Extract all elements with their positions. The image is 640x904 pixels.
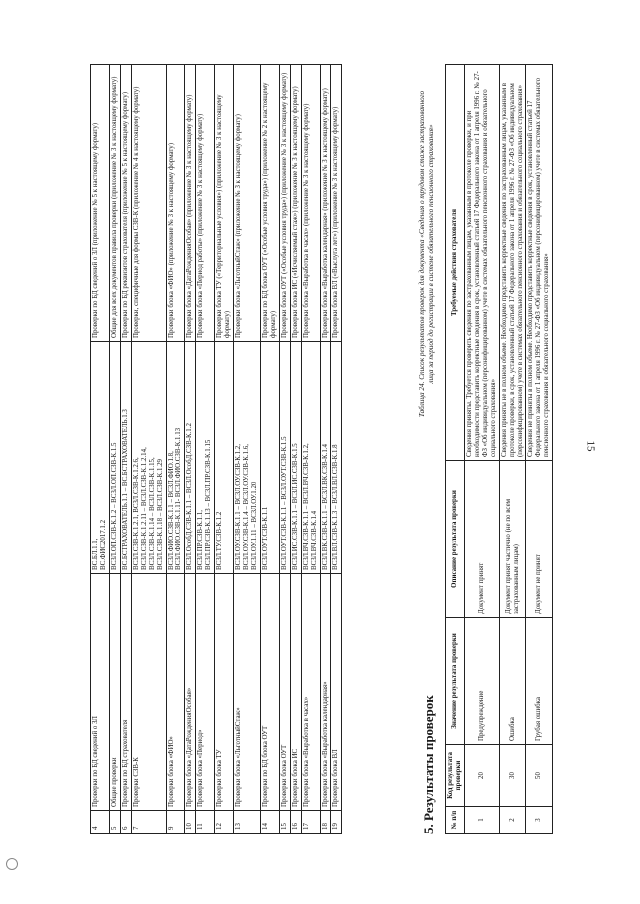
row-number: 12: [215, 811, 234, 834]
check-code-line: ВСЗЛ.ОУ.СЗВ-К.1.1 – ВСЗЛ.ОУ.СЗВ-К.1.2,: [235, 444, 243, 570]
table-row: [526, 65, 553, 834]
row-number: 14: [260, 811, 279, 834]
row-number: 11: [196, 811, 215, 834]
check-code-line: ВСЗЛ.ФИО.СЗВ-К.1.11- ВСЗЛ.ФИО.СЗВ-К.1.13: [175, 427, 183, 570]
check-description: Проверки блока ИС («Исчисляемый стаж») (приложение № 3 к настоящему формату): [290, 65, 301, 342]
check-name: Проверки по БД сведений о ЗЛ: [91, 574, 110, 811]
check-description: Проверки блока ТУ («Территориальные условия») (приложение № 3 к настоящему формату): [215, 65, 234, 342]
check-code-line: ВСЗЛ.ФИО.СЗВ-К.1.1 – ВСЗЛ.ФИО.1.8,: [167, 451, 175, 570]
check-code-line: ВС.ФИС2017.1.2: [99, 519, 107, 570]
table-row: [331, 65, 342, 834]
header-number: № п/п: [446, 807, 465, 834]
table-row: [290, 65, 301, 834]
row-number: 9: [166, 811, 185, 834]
check-codes: [120, 342, 131, 574]
table-row: [499, 65, 526, 834]
result-value: Грубая ошибка: [526, 618, 553, 745]
check-codes: [166, 342, 185, 574]
section-title: 5. Результаты проверок: [421, 695, 436, 834]
check-name: Проверки блока «Период»: [196, 574, 215, 811]
caption-line-1: Таблица 24. Список результатов проверок для документа «Сведения о трудовом стаже застрахованного: [418, 90, 426, 418]
check-code-line: ВСЗЛ.ОсобД.СЗВ-К.1.1 – ВСЗЛ.ОсобД.СЗВ-К.1.2: [186, 423, 194, 570]
check-description: Проверки блока «Период работы» (приложение № 3 к настоящему формату): [196, 65, 215, 342]
check-description: Проверки, специфичные для формы СЗВ-К (приложение № 4 к настоящему формату): [131, 65, 166, 342]
caption-line-2: лица за период до регистрации в системе обязательного пенсионного страхования»: [426, 124, 435, 384]
check-name: Проверки по БД страхователя: [120, 574, 131, 811]
check-codes: [320, 342, 331, 574]
checks-table-body: [91, 65, 342, 834]
header-action: Требуемые действия страхователя: [446, 65, 465, 461]
result-action: Сведения не приняты в полном объеме. Необходимо представить корректные сведения в срок, установленный статьей 17 Федерального закона от 1 апреля 1996 г. № 27-ФЗ «Об индивидуальном (персонифицированном) учете в системах обязательного пенсионного страхования и обязательного социального страхования»: [526, 65, 553, 461]
table-row: [166, 65, 185, 834]
check-name: Проверки блока «ДатаРожденияОсобая»: [185, 574, 196, 811]
result-action: Сведения приняты не в полном объеме. Необходимо представить корректные сведения по застрахованным лицам, указанным в протоколе проверки, в срок, установленный статьей 17 Федерального закона от 1 апреля 1996 г. № 27-ФЗ «Об индивидуальном (персонифицированном) учете в системах обязательного пенсионного страхования и обязательного социального страхования»: [499, 65, 526, 461]
row-number: 16: [290, 811, 301, 834]
check-name: Проверки блока ВЛ: [331, 574, 342, 811]
row-number: 19: [331, 811, 342, 834]
check-code-line: ВСЗЛ.ВЧ.СЗВ-К.1.1 – ВСЗЛ.ВЧ.СЗВ-К.1.2,: [302, 443, 310, 570]
result-number: 1: [464, 807, 499, 834]
result-description: Документ принят: [464, 461, 499, 618]
check-name: Проверки по БД блока ОУТ: [260, 574, 279, 811]
table-row: [196, 65, 215, 834]
check-code-line: ВСЗЛ.ВК.СЗВ-К.1.1 – ВСЗЛ.ВК.СЗВ-К.1.4: [321, 444, 329, 570]
row-number: 15: [279, 811, 290, 834]
check-codes: [260, 342, 279, 574]
check-code-line: ВСЗЛ.ОУТ.СЗВ-К.1.1: [261, 506, 269, 570]
table-row: [109, 65, 120, 834]
check-name: Проверки блока «ЛьготныйСтаж»: [234, 574, 261, 811]
table-row: [301, 65, 320, 834]
page-number: 15: [584, 440, 597, 452]
row-number: 5: [109, 811, 120, 834]
results-table-body: [464, 65, 552, 834]
check-description: Проверки блока «ФИО» (приложение № 3 к настоящему формату): [166, 65, 185, 342]
table-row: [260, 65, 279, 834]
table-row: [279, 65, 290, 834]
table-row: [320, 65, 331, 834]
result-number: 3: [526, 807, 553, 834]
table-caption: [418, 59, 435, 449]
check-codes: [109, 342, 120, 574]
table-row: [91, 65, 110, 834]
result-description: Документ не принят: [526, 461, 553, 618]
check-code-line: ВСЗЛ.ВЛ.СЗВ-К.1.3 – ВСЗЛ.ВЛ.СЗВ-К.1.8: [332, 444, 340, 570]
row-number: 4: [91, 811, 110, 834]
row-number: 18: [320, 811, 331, 834]
check-code-line: ВСЗЛ.СЗВ-К.1.14 – ВСЗЛ.СЗВ-К.1.15,: [148, 457, 156, 570]
check-description: Проверки блока ВЛ («Выслуга лет») (приложение № 3 к настоящему формату): [331, 65, 342, 342]
result-description: Документ принят частично (не по всем застрахованным лицам): [499, 461, 526, 618]
check-codes: [91, 342, 110, 574]
result-code: 50: [526, 745, 553, 807]
check-description: Проверки по БД сведений о ЗЛ (приложение № 5 к настоящему формату): [91, 65, 110, 342]
result-action: Сведения приняты. Требуется проверить сведения по застрахованным лицам, указанным в протоколе проверки, и при необходимости представить корректные сведения в срок, установленный статьей 17 Федерального закона от 1 апреля 1996 г. № 27-ФЗ «Об индивидуальном (персонифицированном) учете в системах обязательного пенсионного страхования и обязательного социального страхования»: [464, 65, 499, 461]
check-description: Проверки по БД блока ОУТ («Особые условия труда») (приложение № 2 к настоящему формату): [260, 65, 279, 342]
result-value: Предупреждение: [464, 618, 499, 745]
table-row: [185, 65, 196, 834]
check-codes: [301, 342, 320, 574]
check-name: Проверки СЗВ-К: [131, 574, 166, 811]
check-description: Проверки блока «Выработка календарная» (приложение № 3 к настоящему формату): [320, 65, 331, 342]
check-code-line: ВСЗЛ.ОУ.СЗВ-К.1.4 – ВСЗЛ.ОУ.СЗВ-К.1.6,: [243, 444, 250, 570]
result-number: 2: [499, 807, 526, 834]
check-name: Общие проверки: [109, 574, 120, 811]
check-description: Общие для всех документов правила проверки (приложение № 3 к настоящему формату): [109, 65, 120, 342]
check-code-line: ВСЗЛ.СЗВ-К.1.18 – ВСЗЛ.СЗВ-К.1.29: [156, 459, 164, 570]
check-code-line: ВСЗЛ.ПР.СЗВ-К.1.1,: [197, 510, 205, 570]
check-code-line: ВСЗЛ.ВЧ.СЗВ-К.1.4: [310, 510, 318, 570]
row-number: 10: [185, 811, 196, 834]
check-description: Проверки по БД реквизитов страхователя (приложение № 5 к настоящему формату): [120, 65, 131, 342]
margin-mark: [6, 858, 18, 870]
header-code: Код результата проверки: [446, 745, 465, 807]
check-name: Проверки блока «Выработка календарная»: [320, 574, 331, 811]
check-name: Проверки блока «ФИО»: [166, 574, 185, 811]
result-code: 20: [464, 745, 499, 807]
check-code-line: ВС.БЛ.1.1,: [92, 538, 99, 570]
check-description: Проверки блока «ЛьготныйСтаж» (приложение № 3 к настоящему формату): [234, 65, 261, 342]
check-description: Проверки блока «ДатаРожденияОсобая» (приложение № 3 к настоящему формату): [185, 65, 196, 342]
row-number: 6: [120, 811, 131, 834]
check-codes: [185, 342, 196, 574]
check-name: Проверки блока «Выработка в часах»: [301, 574, 320, 811]
checks-table: [90, 64, 342, 834]
check-code-line: ВСЗЛ.ОУ.1.11 – ВСЗЛ.ОУ.1.20: [250, 481, 258, 570]
check-code-line: ВСЗЛ.СЗВ-К.1.2.1, ВСЗЛ.СЗВ-К.1.2.6,: [132, 457, 140, 570]
results-table: [445, 64, 553, 834]
check-code-line: ВСЗЛ.ИС.СЗВ-К.1.1 – ВСЗЛ.ИС.СЗВ-К.1.5: [291, 443, 299, 570]
table-row: [131, 65, 166, 834]
check-code-line: ВСЗЛ.ТУ.СЗВ-К.1.2: [216, 511, 224, 570]
header-value: Значение результата проверки: [446, 618, 465, 745]
result-code: 30: [499, 745, 526, 807]
check-codes: [131, 342, 166, 574]
row-number: 7: [131, 811, 166, 834]
check-codes: [196, 342, 215, 574]
check-codes: [234, 342, 261, 574]
results-header-row: [446, 65, 465, 834]
check-code-line: ВСЗЛ.ПР.СЗВ-К.1.13 – ВСЗЛ.ПР.СЗВ-К.1.15: [205, 439, 213, 570]
check-codes: [215, 342, 234, 574]
table-row: [215, 65, 234, 834]
row-number: 17: [301, 811, 320, 834]
table-row: [120, 65, 131, 834]
check-code-line: ВСЗЛ.ОП.СЗВ-К.1.2 – ВСЗЛ.ОП.СЗВ-К.1.5: [110, 442, 118, 570]
check-name: Проверки блока ТУ: [215, 574, 234, 811]
check-name: Проверки блока ИС: [290, 574, 301, 811]
check-codes: [290, 342, 301, 574]
table-row: [464, 65, 499, 834]
check-code-line: ВСЗЛ.СЗВ-К.1.2.11 – ВСЗЛ.СЗВ-К.1.2.14,: [140, 447, 148, 570]
check-codes: [331, 342, 342, 574]
check-codes: [279, 342, 290, 574]
table-row: [234, 65, 261, 834]
row-number: 13: [234, 811, 261, 834]
check-name: Проверки блока ОУТ: [279, 574, 290, 811]
check-code-line: ВСЗЛ.ОУТ.СЗВ-К.1.1 – ВСЗЛ.ОУТ.СЗВ-К.1.5: [280, 436, 288, 570]
result-value: Ошибка: [499, 618, 526, 745]
header-description: Описание результата проверки: [446, 461, 465, 618]
check-description: Проверки блока «Выработка в часах» (приложение № 3 к настоящему формату): [301, 65, 320, 342]
check-code-line: ВС.БСТРАХОВАТЕЛЬ.1.1 – ВС.БСТРАХОВАТЕЛЬ.1.3: [121, 409, 129, 570]
check-description: Проверки блока ОУТ («Особые условия труда») (приложение № 3 к настоящему формату): [279, 65, 290, 342]
